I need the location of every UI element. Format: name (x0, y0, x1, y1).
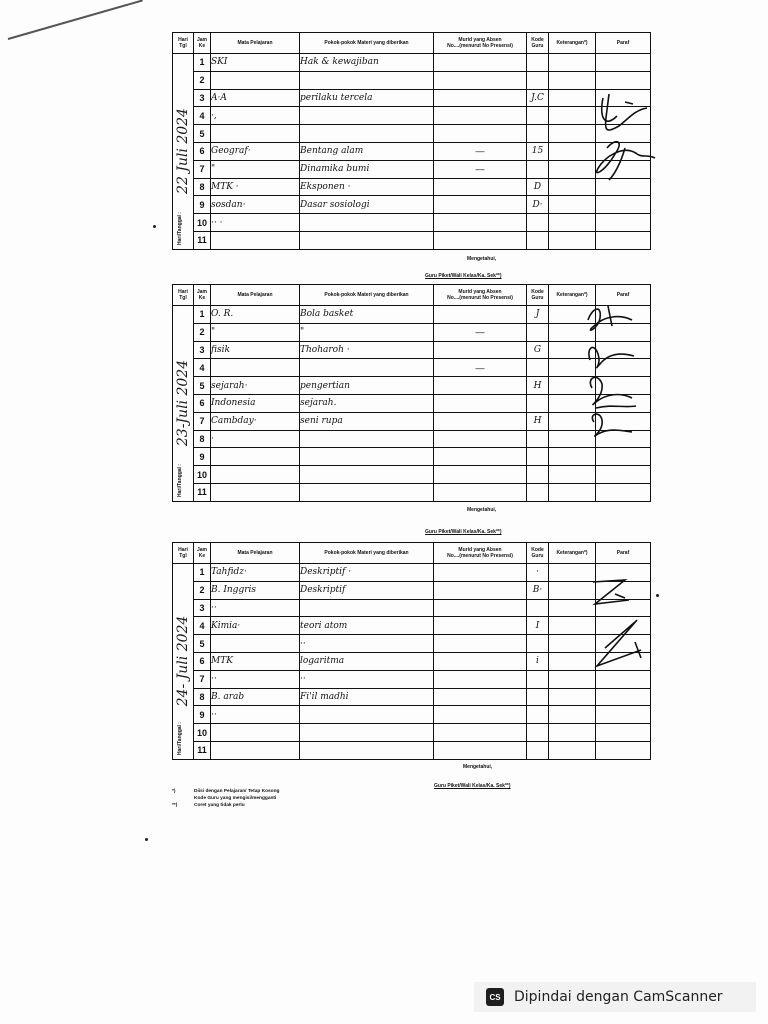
pokok-materi-cell (300, 125, 434, 143)
kode-guru-cell: i (527, 652, 549, 670)
jam-number: 7 (194, 670, 211, 688)
kode-guru-cell (527, 430, 549, 448)
keterangan-cell (549, 448, 596, 466)
footnote-mark: *) (172, 789, 176, 794)
mata-pelajaran-cell (211, 359, 300, 377)
mata-pelajaran-cell: ·· (211, 670, 300, 688)
header-pokok-materi: Pokok-pokok Materi yang diberikan (300, 33, 434, 54)
mata-pelajaran-cell: MTK · (211, 178, 300, 196)
footnote-text: Diisi dengan Pelajaran/ Tetap Kosong (194, 789, 280, 794)
table-row (173, 617, 651, 635)
kode-guru-cell: G (527, 341, 549, 359)
jam-number: 10 (194, 466, 211, 484)
header-paraf: Paraf (596, 543, 651, 564)
handwritten-date: 24- Juli 2024 (175, 616, 191, 707)
pokok-materi-cell: Fi'il madhi (300, 688, 434, 706)
table-row (173, 89, 651, 107)
mata-pelajaran-cell: " (211, 323, 300, 341)
header-pokok-materi: Pokok-pokok Materi yang diberikan (300, 543, 434, 564)
pokok-materi-cell: teori atom (300, 617, 434, 635)
kode-guru-cell (527, 231, 549, 249)
mata-pelajaran-cell: B. arab (211, 688, 300, 706)
murid-absen-cell (434, 635, 527, 653)
mata-pelajaran-cell (211, 741, 300, 759)
footnote-text: Kode Guru yang mengisi/mengganti (194, 796, 277, 801)
jam-number: 8 (194, 688, 211, 706)
jam-number: 9 (194, 706, 211, 724)
jam-number: 9 (194, 196, 211, 214)
journal-sheet-3 (172, 542, 642, 760)
mata-pelajaran-cell: B. Inggris (211, 581, 300, 599)
footnote-row (172, 788, 279, 795)
table-row (173, 448, 651, 466)
header-paraf: Paraf (596, 285, 651, 306)
murid-absen-cell (434, 377, 527, 395)
kode-guru-cell (527, 706, 549, 724)
mata-pelajaran-cell: sejarah· (211, 377, 300, 395)
jam-number: 5 (194, 635, 211, 653)
mata-pelajaran-cell: Indonesia (211, 394, 300, 412)
table-row (173, 670, 651, 688)
mata-pelajaran-cell: " (211, 160, 300, 178)
table-row (173, 599, 651, 617)
handwritten-date: 22 Juli 2024 (175, 108, 191, 195)
jam-number: 8 (194, 430, 211, 448)
paraf-cell (596, 448, 651, 466)
jam-number: 6 (194, 652, 211, 670)
jam-number: 7 (194, 160, 211, 178)
pokok-materi-cell: Deskriptif (300, 581, 434, 599)
table-row (173, 741, 651, 759)
jam-number: 6 (194, 142, 211, 160)
scan-speck (656, 594, 659, 597)
mata-pelajaran-cell (211, 466, 300, 484)
murid-absen-cell: — (434, 323, 527, 341)
footnote-mark: **) (172, 803, 178, 808)
murid-absen-cell: — (434, 142, 527, 160)
murid-absen-cell (434, 599, 527, 617)
pokok-materi-cell: ·· (300, 635, 434, 653)
jam-number: 11 (194, 483, 211, 501)
paper-fold-mark (8, 0, 143, 40)
keterangan-cell (549, 466, 596, 484)
table-row (173, 107, 651, 125)
header-hari-tgl: Hari Tgl (173, 33, 194, 54)
murid-absen-cell: — (434, 160, 527, 178)
jam-number: 4 (194, 107, 211, 125)
table-row (173, 160, 651, 178)
murid-absen-cell (434, 54, 527, 72)
footnotes (172, 788, 279, 809)
keterangan-cell (549, 741, 596, 759)
mata-pelajaran-cell: ·, (211, 107, 300, 125)
table-row (173, 635, 651, 653)
mata-pelajaran-cell (211, 483, 300, 501)
murid-absen-cell (434, 341, 527, 359)
header-mata-pelajaran: Mata Pelajaran (211, 285, 300, 306)
day-label: Hari/Tanggal : (177, 721, 183, 755)
journal-table (172, 32, 651, 250)
mata-pelajaran-cell: Cambday· (211, 412, 300, 430)
table-row (173, 178, 651, 196)
murid-absen-cell (434, 125, 527, 143)
scan-speck (145, 838, 148, 841)
header-hari-tgl: Hari Tgl (173, 285, 194, 306)
footnote-row (172, 795, 279, 802)
kode-guru-cell: B· (527, 581, 549, 599)
jam-number: 11 (194, 231, 211, 249)
table-row (173, 688, 651, 706)
mata-pelajaran-cell: ·· (211, 706, 300, 724)
kode-guru-cell (527, 323, 549, 341)
murid-absen-cell (434, 394, 527, 412)
kode-guru-cell (527, 394, 549, 412)
keterangan-cell (549, 688, 596, 706)
jam-number: 11 (194, 741, 211, 759)
jam-number: 3 (194, 89, 211, 107)
pokok-materi-cell: pengertian (300, 377, 434, 395)
murid-absen-cell (434, 214, 527, 232)
keterangan-cell (549, 54, 596, 72)
paraf-cell (596, 71, 651, 89)
jam-number: 4 (194, 359, 211, 377)
mata-pelajaran-cell: MTK (211, 652, 300, 670)
header-murid-absen: Murid yang Absen No....(menurut No Presensi) (434, 33, 527, 54)
murid-absen-cell (434, 581, 527, 599)
table-row (173, 466, 651, 484)
kode-guru-cell (527, 448, 549, 466)
paraf-cell (596, 706, 651, 724)
pokok-materi-cell (300, 107, 434, 125)
paraf-cell (596, 724, 651, 742)
journal-table (172, 542, 651, 760)
murid-absen-cell (434, 196, 527, 214)
header-mata-pelajaran: Mata Pelajaran (211, 543, 300, 564)
jam-number: 1 (194, 306, 211, 324)
header-jam-ke: Jam Ke (194, 543, 211, 564)
table-row (173, 706, 651, 724)
jam-number: 1 (194, 54, 211, 72)
pokok-materi-cell: " (300, 323, 434, 341)
table-header-row (173, 543, 651, 564)
kode-guru-cell: I (527, 617, 549, 635)
jam-number: 2 (194, 581, 211, 599)
pokok-materi-cell (300, 231, 434, 249)
paraf-cell (596, 688, 651, 706)
mata-pelajaran-cell (211, 448, 300, 466)
day-date-cell (173, 306, 194, 502)
table-row (173, 214, 651, 232)
mata-pelajaran-cell (211, 724, 300, 742)
table-row (173, 54, 651, 72)
footnote-text: Coret yang tidak perlu (194, 803, 245, 808)
pokok-materi-cell (300, 741, 434, 759)
keterangan-cell (549, 231, 596, 249)
murid-absen-cell (434, 430, 527, 448)
pokok-materi-cell (300, 599, 434, 617)
murid-absen-cell (434, 107, 527, 125)
header-murid-absen: Murid yang Absen No....(menurut No Presensi) (434, 543, 527, 564)
murid-absen-cell (434, 483, 527, 501)
mata-pelajaran-cell: Geograf· (211, 142, 300, 160)
jam-number: 9 (194, 448, 211, 466)
jam-number: 1 (194, 564, 211, 582)
kode-guru-cell (527, 107, 549, 125)
pokok-materi-cell: Hak & kewajiban (300, 54, 434, 72)
kode-guru-cell: H (527, 412, 549, 430)
table-row (173, 125, 651, 143)
mata-pelajaran-cell: ·· · (211, 214, 300, 232)
keterangan-cell (549, 724, 596, 742)
header-pokok-materi: Pokok-pokok Materi yang diberikan (300, 285, 434, 306)
pokok-materi-cell: Bola basket (300, 306, 434, 324)
mata-pelajaran-cell: O. R. (211, 306, 300, 324)
jam-number: 3 (194, 341, 211, 359)
kode-guru-cell: H (527, 377, 549, 395)
murid-absen-cell (434, 448, 527, 466)
kode-guru-cell (527, 359, 549, 377)
pokok-materi-cell (300, 214, 434, 232)
keterangan-cell (549, 196, 596, 214)
paraf-signature-2 (572, 298, 662, 448)
mata-pelajaran-cell: ·· (211, 599, 300, 617)
murid-absen-cell (434, 71, 527, 89)
pokok-materi-cell: Eksponen · (300, 178, 434, 196)
table-row (173, 724, 651, 742)
murid-absen-cell: — (434, 359, 527, 377)
header-kode-guru: Kode Guru (527, 543, 549, 564)
kode-guru-cell: D (527, 178, 549, 196)
kode-guru-cell (527, 160, 549, 178)
jam-number: 2 (194, 323, 211, 341)
jam-number: 10 (194, 214, 211, 232)
paraf-cell (596, 54, 651, 72)
pokok-materi-cell: ·· (300, 670, 434, 688)
day-label: Hari/Tanggal : (177, 211, 183, 245)
paraf-cell (596, 214, 651, 232)
mata-pelajaran-cell: · (211, 430, 300, 448)
murid-absen-cell (434, 724, 527, 742)
pokok-materi-cell (300, 359, 434, 377)
murid-absen-cell (434, 670, 527, 688)
pokok-materi-cell: seni rupa (300, 412, 434, 430)
murid-absen-cell (434, 306, 527, 324)
murid-absen-cell (434, 741, 527, 759)
mata-pelajaran-cell (211, 231, 300, 249)
header-hari-tgl: Hari Tgl (173, 543, 194, 564)
pokok-materi-cell (300, 483, 434, 501)
header-keterangan: Keterangan*) (549, 33, 596, 54)
kode-guru-cell: · (527, 564, 549, 582)
kode-guru-cell: J (527, 306, 549, 324)
paraf-signature-3 (585, 570, 655, 680)
camscanner-logo-icon: CS (486, 988, 504, 1006)
kode-guru-cell: D· (527, 196, 549, 214)
mata-pelajaran-cell: Kimia· (211, 617, 300, 635)
kode-guru-cell (527, 466, 549, 484)
paraf-cell (596, 231, 651, 249)
mata-pelajaran-cell: SKI (211, 54, 300, 72)
ack-label-1: Mengetahui, (467, 256, 497, 262)
table-row (173, 196, 651, 214)
table-row (173, 564, 651, 582)
paraf-cell (596, 466, 651, 484)
keterangan-cell (549, 706, 596, 724)
mata-pelajaran-cell (211, 635, 300, 653)
jam-number: 3 (194, 599, 211, 617)
kode-guru-cell: J.C (527, 89, 549, 107)
murid-absen-cell (434, 706, 527, 724)
keterangan-cell (549, 71, 596, 89)
day-label: Hari/Tanggal : (177, 463, 183, 497)
kode-guru-cell (527, 635, 549, 653)
kode-guru-cell (527, 125, 549, 143)
jam-number: 5 (194, 377, 211, 395)
jam-number: 5 (194, 125, 211, 143)
pokok-materi-cell (300, 71, 434, 89)
footnote-mark (172, 795, 194, 802)
header-keterangan: Keterangan*) (549, 285, 596, 306)
pokok-materi-cell: perilaku tercela (300, 89, 434, 107)
paraf-cell (596, 741, 651, 759)
day-date-cell (173, 54, 194, 250)
murid-absen-cell (434, 231, 527, 249)
pokok-materi-cell (300, 430, 434, 448)
header-murid-absen: Murid yang Absen No....(menurut No Presensi) (434, 285, 527, 306)
pokok-materi-cell (300, 706, 434, 724)
kode-guru-cell (527, 741, 549, 759)
pokok-materi-cell (300, 724, 434, 742)
table-row (173, 581, 651, 599)
paraf-cell (596, 483, 651, 501)
table-row (173, 71, 651, 89)
ack-label-2: Mengetahui, (467, 507, 497, 513)
mata-pelajaran-cell: fisik (211, 341, 300, 359)
handwritten-date: 23-Juli 2024 (175, 360, 191, 447)
jam-number: 8 (194, 178, 211, 196)
kode-guru-cell (527, 599, 549, 617)
murid-absen-cell (434, 412, 527, 430)
kode-guru-cell (527, 71, 549, 89)
pokok-materi-cell: sejarah. (300, 394, 434, 412)
pokok-materi-cell: Deskriptif · (300, 564, 434, 582)
table-row (173, 231, 651, 249)
keterangan-cell (549, 214, 596, 232)
murid-absen-cell (434, 178, 527, 196)
kode-guru-cell (527, 214, 549, 232)
murid-absen-cell (434, 617, 527, 635)
header-jam-ke: Jam Ke (194, 33, 211, 54)
journal-sheet-1 (172, 32, 642, 250)
pokok-materi-cell (300, 466, 434, 484)
table-row (173, 483, 651, 501)
pokok-materi-cell: Bentang alam (300, 142, 434, 160)
keterangan-cell (549, 483, 596, 501)
sign-line-1: Guru Piket/Wali Kelas/Ka. Sek**) (425, 273, 502, 279)
sign-line-3: Guru Piket/Wali Kelas/Ka. Sek**) (434, 783, 511, 789)
pokok-materi-cell: logaritma (300, 652, 434, 670)
jam-number: 2 (194, 71, 211, 89)
footnote-row (172, 802, 279, 809)
murid-absen-cell (434, 652, 527, 670)
murid-absen-cell (434, 688, 527, 706)
table-row (173, 142, 651, 160)
jam-number: 4 (194, 617, 211, 635)
murid-absen-cell (434, 564, 527, 582)
header-mata-pelajaran: Mata Pelajaran (211, 33, 300, 54)
kode-guru-cell (527, 688, 549, 706)
pokok-materi-cell: Dinamika bumi (300, 160, 434, 178)
kode-guru-cell (527, 483, 549, 501)
day-date-cell (173, 564, 194, 760)
kode-guru-cell (527, 54, 549, 72)
pokok-materi-cell (300, 448, 434, 466)
pokok-materi-cell: Dasar sosiologi (300, 196, 434, 214)
header-kode-guru: Kode Guru (527, 33, 549, 54)
mata-pelajaran-cell (211, 71, 300, 89)
header-keterangan: Keterangan*) (549, 543, 596, 564)
murid-absen-cell (434, 466, 527, 484)
header-paraf: Paraf (596, 33, 651, 54)
scan-speck (153, 225, 156, 228)
pokok-materi-cell: Thoharoh · (300, 341, 434, 359)
jam-number: 7 (194, 412, 211, 430)
camscanner-text: Dipindai dengan CamScanner (514, 989, 723, 1005)
paraf-signature-1 (585, 88, 665, 193)
mata-pelajaran-cell (211, 125, 300, 143)
ack-label-3: Mengetahui, (463, 764, 493, 770)
mata-pelajaran-cell: sosdan· (211, 196, 300, 214)
kode-guru-cell (527, 724, 549, 742)
header-jam-ke: Jam Ke (194, 285, 211, 306)
kode-guru-cell (527, 670, 549, 688)
kode-guru-cell: 15 (527, 142, 549, 160)
camscanner-watermark (474, 982, 756, 1012)
table-header-row (173, 33, 651, 54)
mata-pelajaran-cell: Tahfidz· (211, 564, 300, 582)
header-kode-guru: Kode Guru (527, 285, 549, 306)
sign-line-2: Guru Piket/Wali Kelas/Ka. Sek**) (425, 529, 502, 535)
table-row (173, 652, 651, 670)
jam-number: 10 (194, 724, 211, 742)
paraf-cell (596, 196, 651, 214)
mata-pelajaran-cell: A·A (211, 89, 300, 107)
murid-absen-cell (434, 89, 527, 107)
jam-number: 6 (194, 394, 211, 412)
